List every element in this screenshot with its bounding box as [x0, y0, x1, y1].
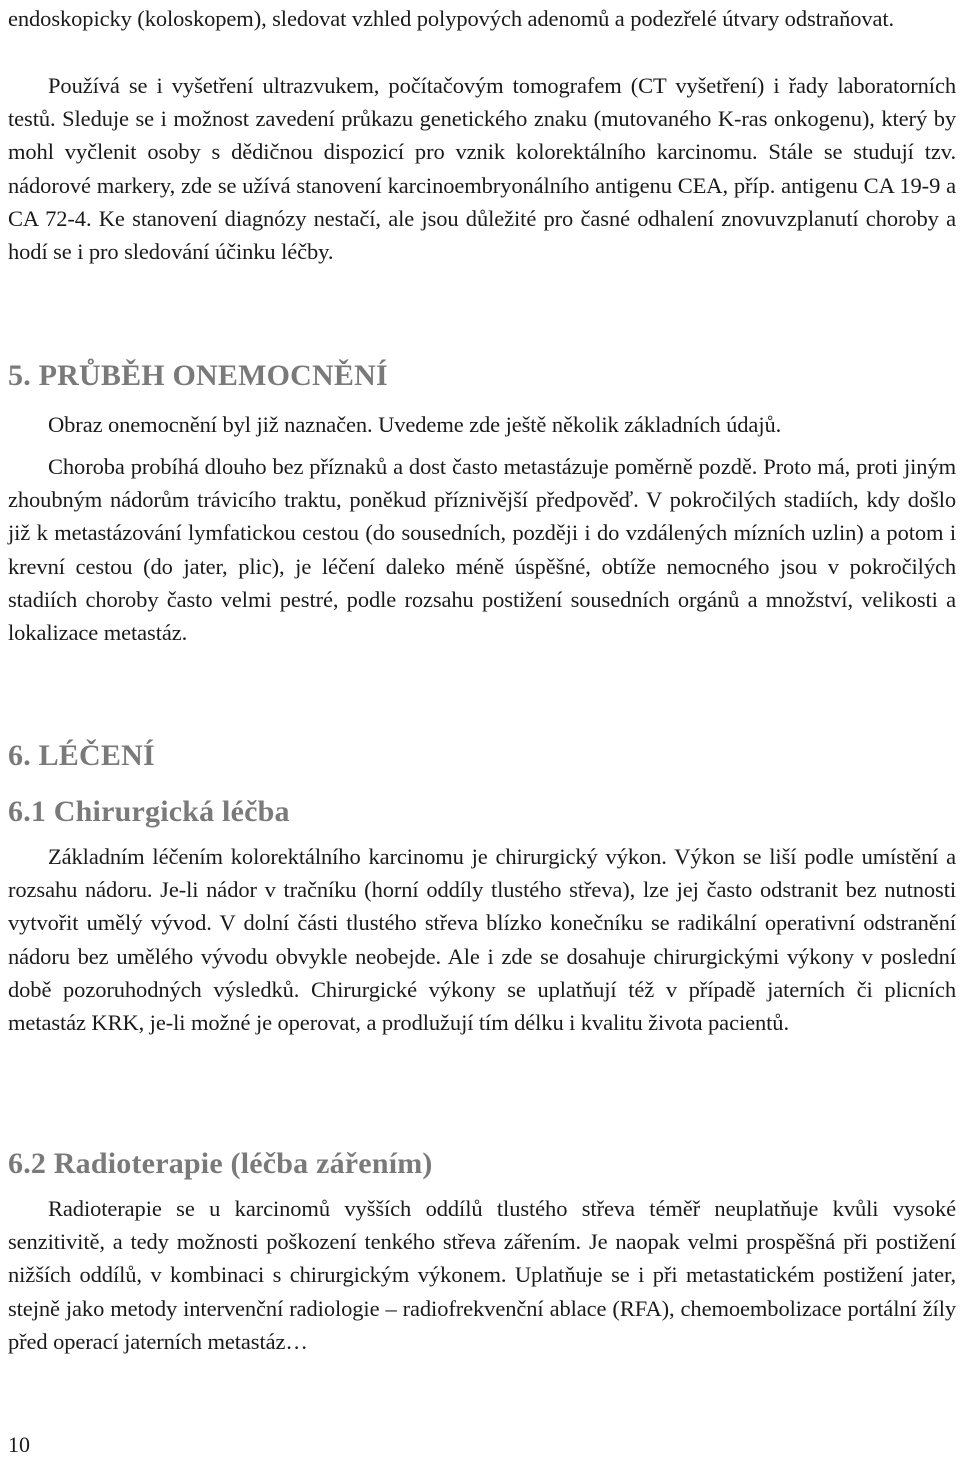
paragraph-prognosis: Choroba probíhá dlouho bez příznaků a dost často metastázuje poměrně pozdě. Proto má, proti jiným zhoubným nádorům trávicího traktu, poněkud příznivější předpověď. V pokročilých stadiích, kdy došlo již k metastázování lymfatickou cestou (do sousedních, později i do vzdálených mízních uzlin) a potom i krevní cestou (do jater, plic), je léčení daleko méně úspěšné, obtíže nemocného jsou v pokročilých stadiích choroby často velmi pestré, podle rozsahu postižení sousedních orgánů a množství, velikosti a lokalizace metastáz. — [8, 454, 956, 646]
paragraph-diagnostics: Používá se i vyšetření ultrazvukem, počítačovým tomografem (CT vyšetření) i řady laboratorních testů. Sleduje se i možnost zavedení průkazu genetického znaku (mutovaného K-ras onkogenu), který by mohl vyčlenit osoby s dědičnou dispozicí pro vznik kolorektálního karcinomu. Stále se studují tzv. nádorové markery, zde se užívá stanovení karcinoembryonálního antigenu CEA, příp. antigenu CA 19-9 a CA 72-4. Ke stanovení diagnózy nestačí, ale jsou důležité pro časné odhalení znovuvzplanutí choroby a hodí se i pro sledování účinku léčby. — [8, 73, 956, 265]
document-page — [8, 0, 956, 1463]
paragraph-radiotherapy: Radioterapie se u karcinomů vyšších oddílů tlustého střeva téměř neuplatňuje kvůli vysoké senzitivitě, a tedy možnosti poškození tenkého střeva zářením. Je naopak velmi prospěšná při postižení nižších oddílů, v kombinaci s chirurgickým výkonem. Uplatňuje se i při metastatickém postižení jater, stejně jako metody intervenční radiologie – radiofrekvenční ablace (RFA), chemoembolizace portální žíly před operací jaterních metastáz… — [8, 1196, 956, 1354]
heading-treatment: 6. LÉČENÍ — [8, 739, 155, 772]
heading-disease-course: 5. PRŮBĚH ONEMOCNĚNÍ — [8, 359, 388, 392]
heading-surgical-treatment: 6.1 Chirurgická léčba — [8, 795, 290, 828]
heading-radiotherapy: 6.2 Radioterapie (léčba zářením) — [8, 1147, 433, 1180]
page-number: 10 — [8, 1432, 30, 1457]
paragraph-polyp-removal: endoskopicky (koloskopem), sledovat vzhled polypových adenomů a podezřelé útvary odstraňovat. — [8, 6, 895, 31]
paragraph-surgery: Základním léčením kolorektálního karcinomu je chirurgický výkon. Výkon se liší podle umístění a rozsahu nádoru. Je-li nádor v tračníku (horní oddíly tlustého střeva), lze jej často odstranit bez nutnosti vytvořit umělý vývod. V dolní části tlustého střeva blízko konečníku se radikální operativní odstranění nádoru bez umělého vývodu obvykle neobejde. Ale i zde se dosahuje chirurgickými výkony v poslední době pozoruhodných výsledků. Chirurgické výkony se uplatňují též v případě jaterních či plicních metastáz KRK, je-li možné je operovat, a prodlužují tím délku i kvalitu života pacientů. — [8, 844, 956, 1036]
paragraph-disease-picture: Obraz onemocnění byl již naznačen. Uvedeme zde ještě několik základních údajů. — [48, 412, 782, 437]
